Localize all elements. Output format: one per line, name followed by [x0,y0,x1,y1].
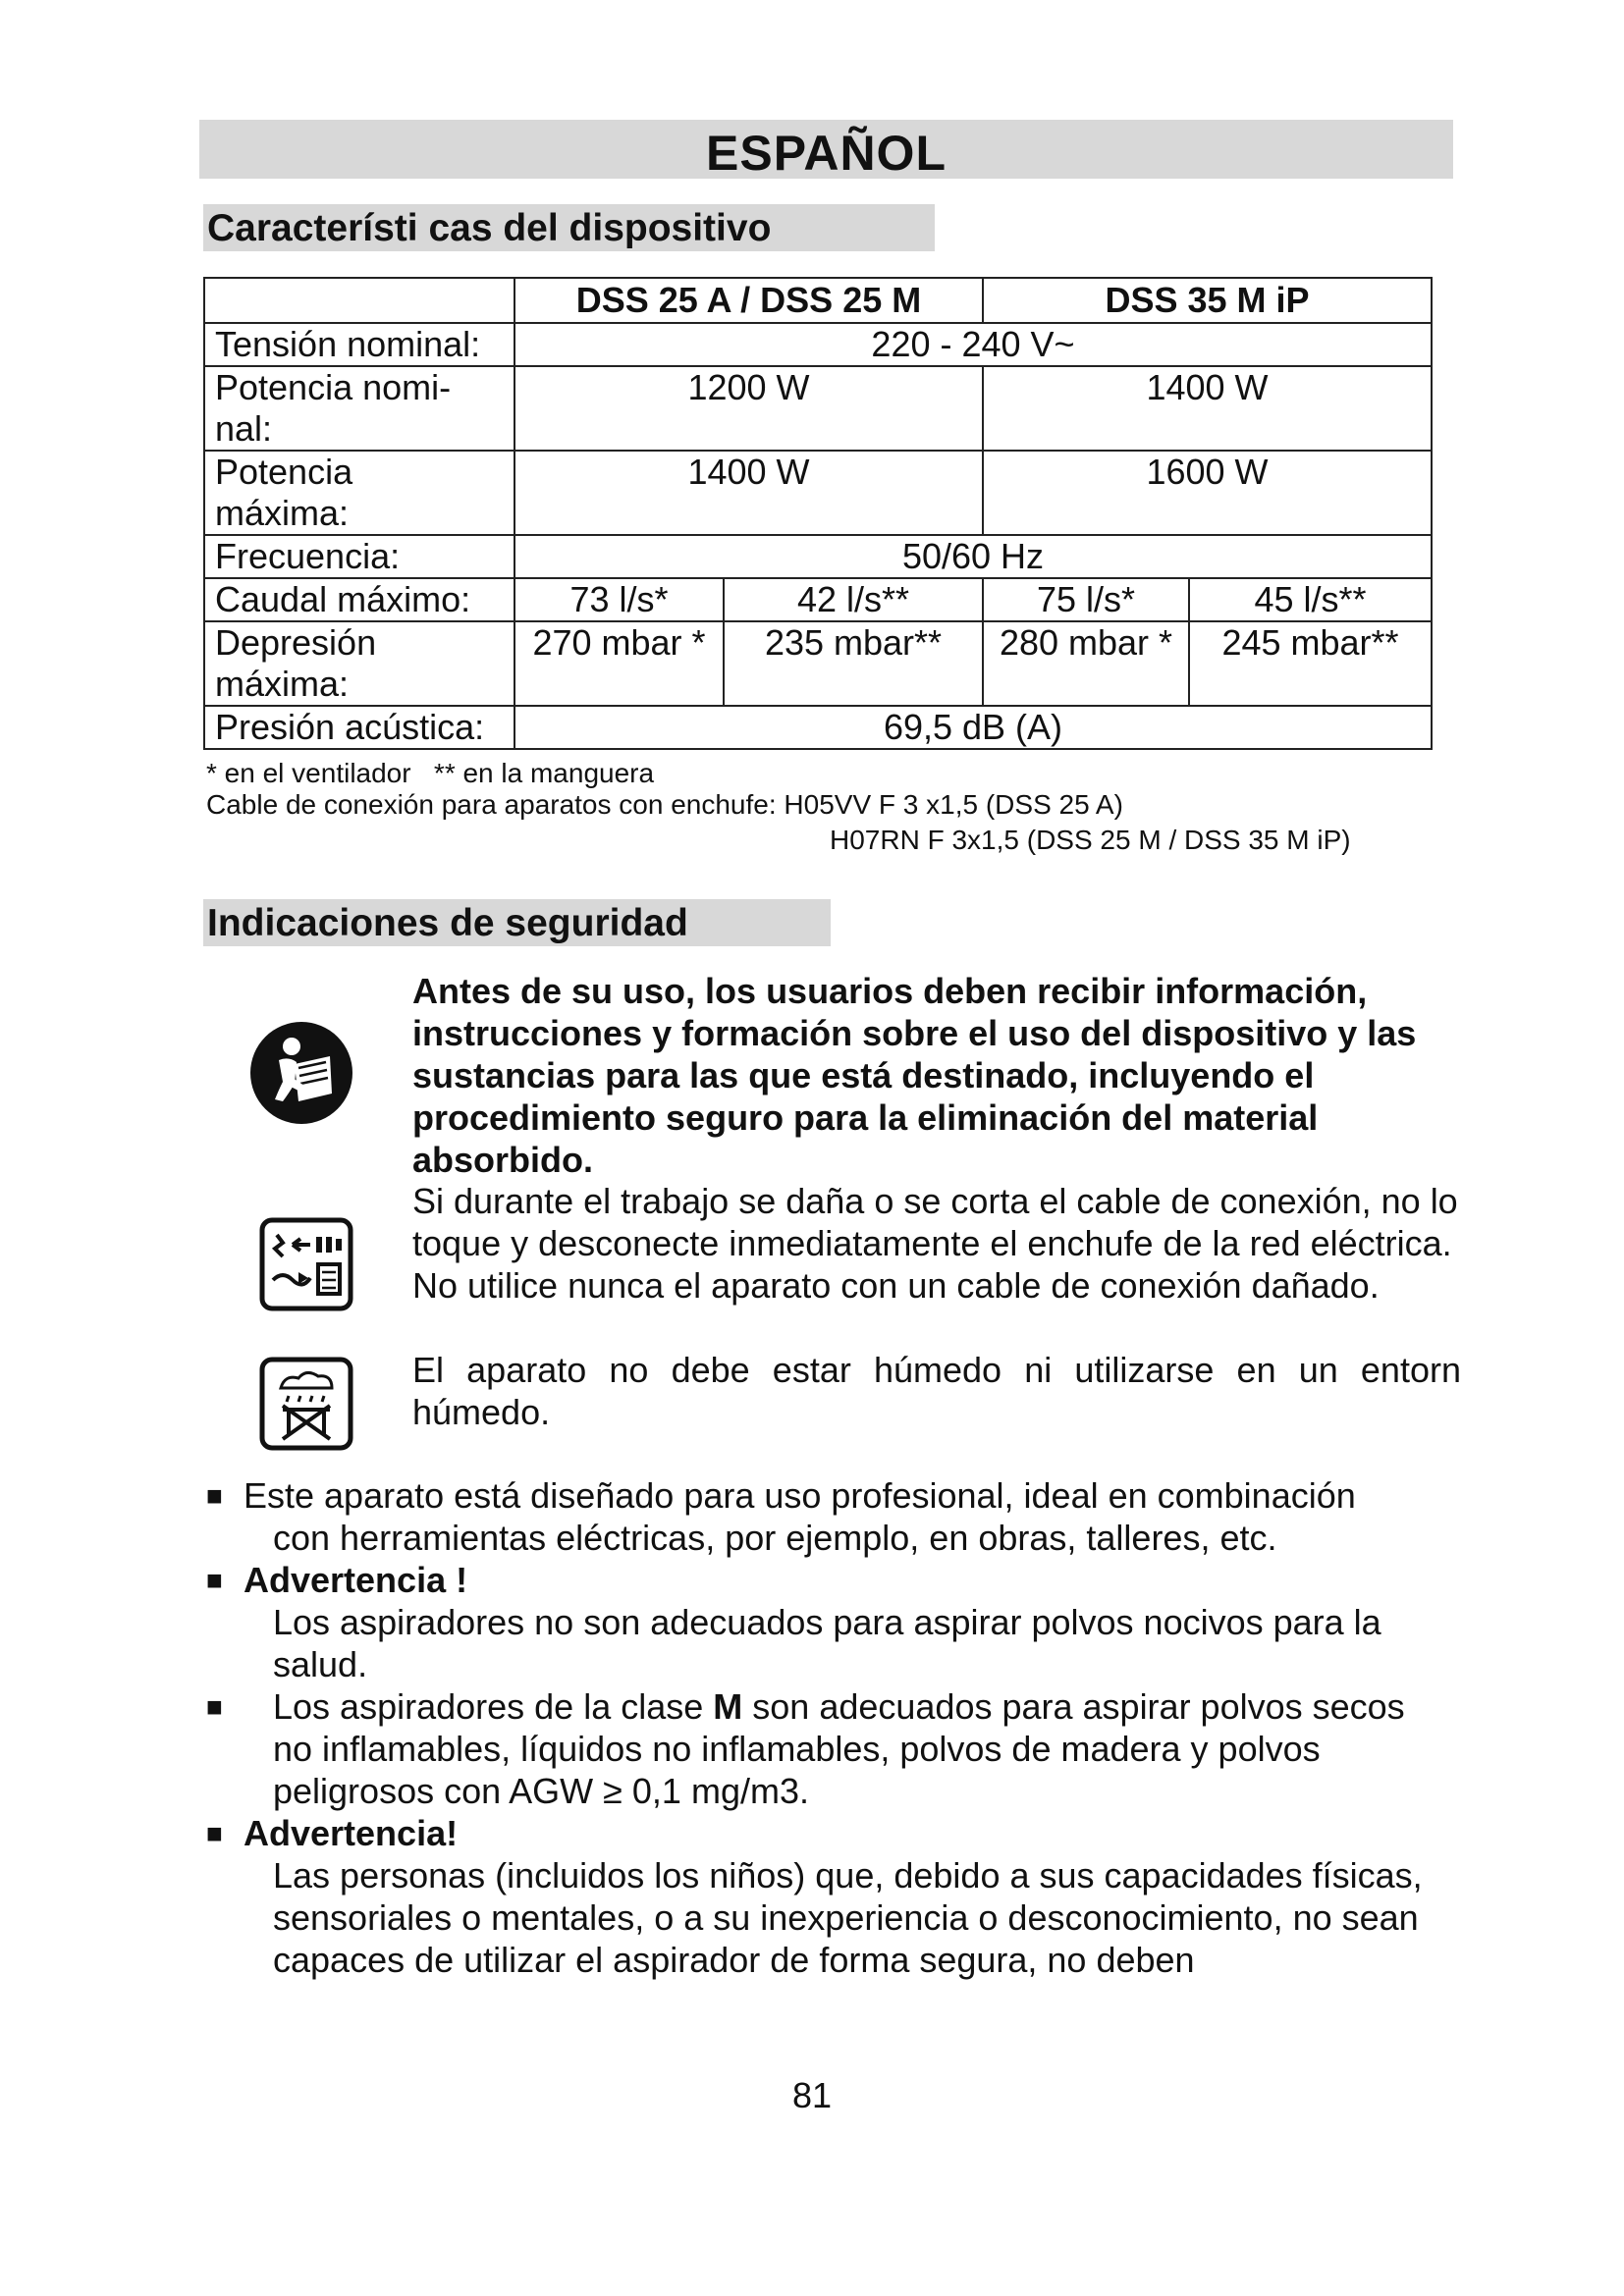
section-title-safety: Indicaciones de seguridad [203,899,831,946]
page-number: 81 [791,2075,833,2115]
max-flow-b2: 45 l/s** [1189,578,1432,621]
bullet-icon: ■ [206,1691,223,1722]
header-model-b: DSS 35 M iP [983,278,1432,323]
list-item [206,1685,1463,1812]
max-flow-a2: 42 l/s** [724,578,983,621]
nominal-power-a: 1200 W [514,366,983,451]
max-depression-b1: 280 mbar * [983,621,1189,706]
label-line: máxima: [215,664,350,704]
cable-spec-line-1: Cable de conexión para aparatos con enchufe: H05VV F 3 x1,5 (DSS 25 A) [206,789,1123,820]
label-line: nal: [215,408,273,449]
table-row-max-power [204,451,1432,535]
label-line: Depresión [215,622,377,663]
safety-cable-damage: Si durante el trabajo se daña o se corta el cable de conexión, no lo toque y desconecte inmediatamente el enchufe de la red eléctrica. No utilice nunca el aparato con un cable de conexión dañado. [412,1181,1458,1306]
cable-spec-line-2: H07RN F 3x1,5 (DSS 25 M / DSS 35 M iP) [830,825,1351,855]
bullet-icon: ■ [206,1565,223,1595]
class-m: M [713,1686,743,1727]
row-label [204,451,514,535]
voltage-value: 220 - 240 V~ [514,323,1432,366]
bullet-text: Este aparato está diseñado para uso profesional, ideal en combinación [244,1475,1356,1516]
bullet-text: Las personas (incluidos los niños) que, debido a sus capacidades físicas, sensoriales o mentales, o a su inexperiencia o desconocimiento, no sean capaces de utilizar el aspirador de forma segura, no deben [273,1855,1423,1980]
row-label: Tensión nominal: [204,323,514,366]
list-item [206,1559,1463,1685]
max-flow-b1: 75 l/s* [983,578,1189,621]
table-row-frequency [204,535,1432,578]
table-row-nominal-power [204,366,1432,451]
sound-pressure-value: 69,5 dB (A) [514,706,1432,749]
row-label [204,621,514,706]
read-manual-icon [249,1021,353,1125]
list-item [206,1812,1463,1981]
table-row-voltage [204,323,1432,366]
row-label: Presión acústica: [204,706,514,749]
header-model-a: DSS 25 A / DSS 25 M [514,278,983,323]
table-row-sound-pressure [204,706,1432,749]
section-title-features: Característi cas del dispositivo [203,204,935,251]
text-run: son adecuados para aspirar polvos secos no inflamables, líquidos no inflamables, polvos de madera y polvos peligrosos con AGW ≥ 0,1 mg/m3. [273,1686,1405,1811]
language-banner: ESPAÑOL [199,120,1453,179]
label-line: máxima: [215,493,350,533]
safety-instructions-bold: Antes de su uso, los usuarios deben recibir información, instrucciones y formación sobre el uso del dispositivo y las sustancias para las que está destinado, incluyendo el procedimiento seguro para la eliminación del material absorbido. [412,971,1417,1180]
frequency-value: 50/60 Hz [514,535,1432,578]
warning-heading: Advertencia ! [244,1560,468,1600]
bullet-list [206,1474,1463,1981]
warning-heading: Advertencia! [244,1813,459,1853]
safety-humidity: El aparato no debe estar húmedo ni utilizarse en un entorn húmedo. [412,1350,1461,1432]
label-line: Potencia [215,452,353,492]
row-label: Frecuencia: [204,535,514,578]
bullet-text: Los aspiradores no son adecuados para aspirar polvos nocivos para la salud. [273,1602,1381,1684]
bullet-text: con herramientas eléctricas, por ejemplo, en obras, talleres, etc. [273,1518,1277,1558]
bullet-icon: ■ [206,1818,223,1848]
row-label: Caudal máximo: [204,578,514,621]
header-empty-cell [204,278,514,323]
max-depression-a2: 235 mbar** [724,621,983,706]
row-label [204,366,514,451]
bullet-text [273,1685,1451,1812]
max-power-b: 1600 W [983,451,1432,535]
label-line: Potencia nomi- [215,367,452,407]
unplug-icon [259,1217,353,1311]
list-item [206,1474,1463,1559]
max-depression-b2: 245 mbar** [1189,621,1432,706]
nominal-power-b: 1400 W [983,366,1432,451]
table-footnote: * en el ventilador ** en la manguera [206,758,655,788]
specifications-table [203,277,1433,750]
max-power-a: 1400 W [514,451,983,535]
bullet-icon: ■ [206,1480,223,1511]
max-depression-a1: 270 mbar * [514,621,724,706]
max-flow-a1: 73 l/s* [514,578,724,621]
table-row-max-depression [204,621,1432,706]
table-header-row [204,278,1432,323]
no-humidity-icon [259,1357,353,1451]
table-row-max-flow [204,578,1432,621]
text-run: Los aspiradores de la clase [273,1686,714,1727]
